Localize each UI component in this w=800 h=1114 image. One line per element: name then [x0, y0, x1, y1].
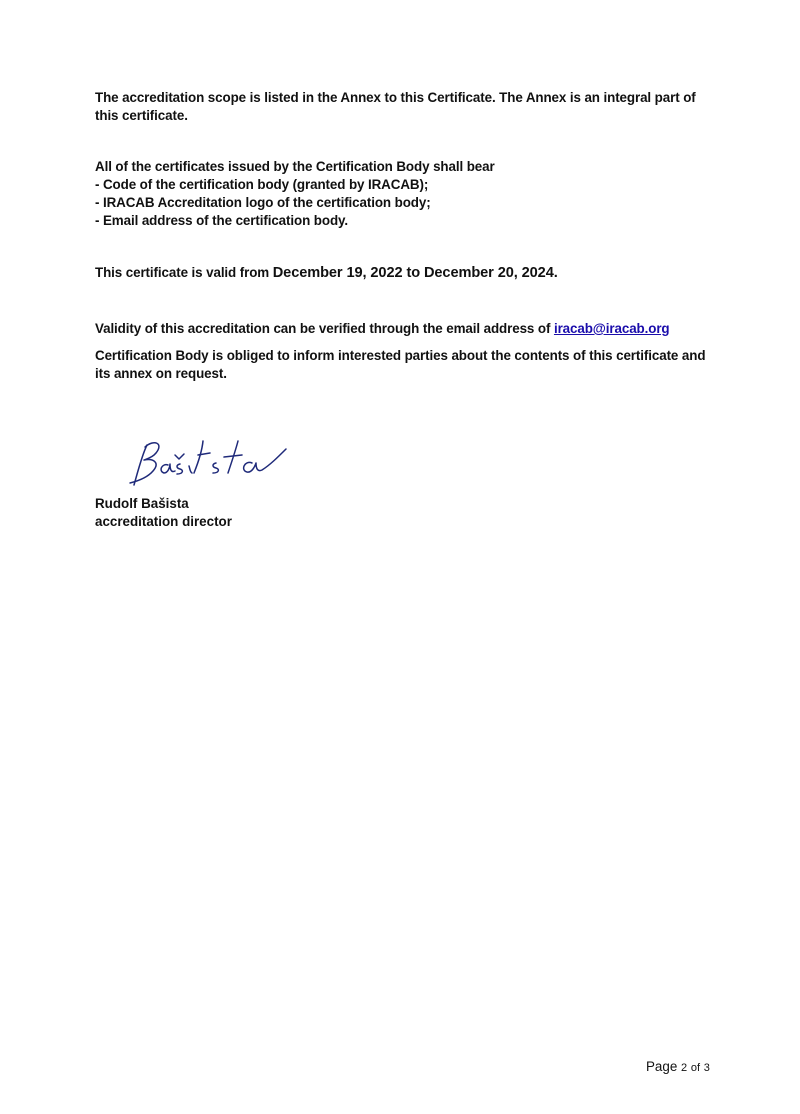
scope-line-1: The accreditation scope is listed in the Annex to this Certificate. The Annex is an integral part of: [95, 90, 696, 105]
verification-paragraph: [95, 320, 715, 338]
obligation-line-2: its annex on request.: [95, 366, 227, 381]
verification-text: Validity of this accreditation can be verified through the email address of: [95, 321, 554, 336]
requirement-item: - Email address of the certification body.: [95, 213, 349, 228]
obligation-line-1: Certification Body is obliged to inform interested parties about the contents of this certificate and: [95, 348, 706, 363]
requirements-intro: All of the certificates issued by the Certification Body shall bear: [95, 159, 495, 174]
validity-paragraph: [95, 264, 715, 282]
page-total: 3: [703, 1062, 710, 1074]
requirements-paragraph: [95, 158, 715, 230]
page-number: 2: [681, 1062, 688, 1074]
requirement-item: - Code of the certification body (granted by IRACAB);: [95, 177, 429, 192]
requirement-item: - IRACAB Accreditation logo of the certification body;: [95, 195, 431, 210]
signatory-title: accreditation director: [95, 514, 232, 529]
handwritten-signature: [120, 433, 290, 491]
signatory-name: Rudolf Bašista: [95, 496, 189, 511]
signatory-block: [95, 495, 232, 531]
validity-prefix: This certificate is valid from: [95, 265, 273, 280]
page-word: Page: [646, 1059, 678, 1074]
page-of-word: of: [690, 1062, 701, 1074]
email-link[interactable]: iracab@iracab.org: [553, 321, 670, 336]
obligation-paragraph: [95, 347, 715, 383]
scope-paragraph: [95, 89, 715, 125]
scope-line-2: this certificate.: [95, 108, 188, 123]
page-footer: [646, 1059, 710, 1074]
validity-to-word: to: [402, 265, 424, 281]
validity-from-date: December 19, 2022: [272, 265, 403, 281]
validity-to-date: December 20, 2024.: [423, 265, 558, 281]
